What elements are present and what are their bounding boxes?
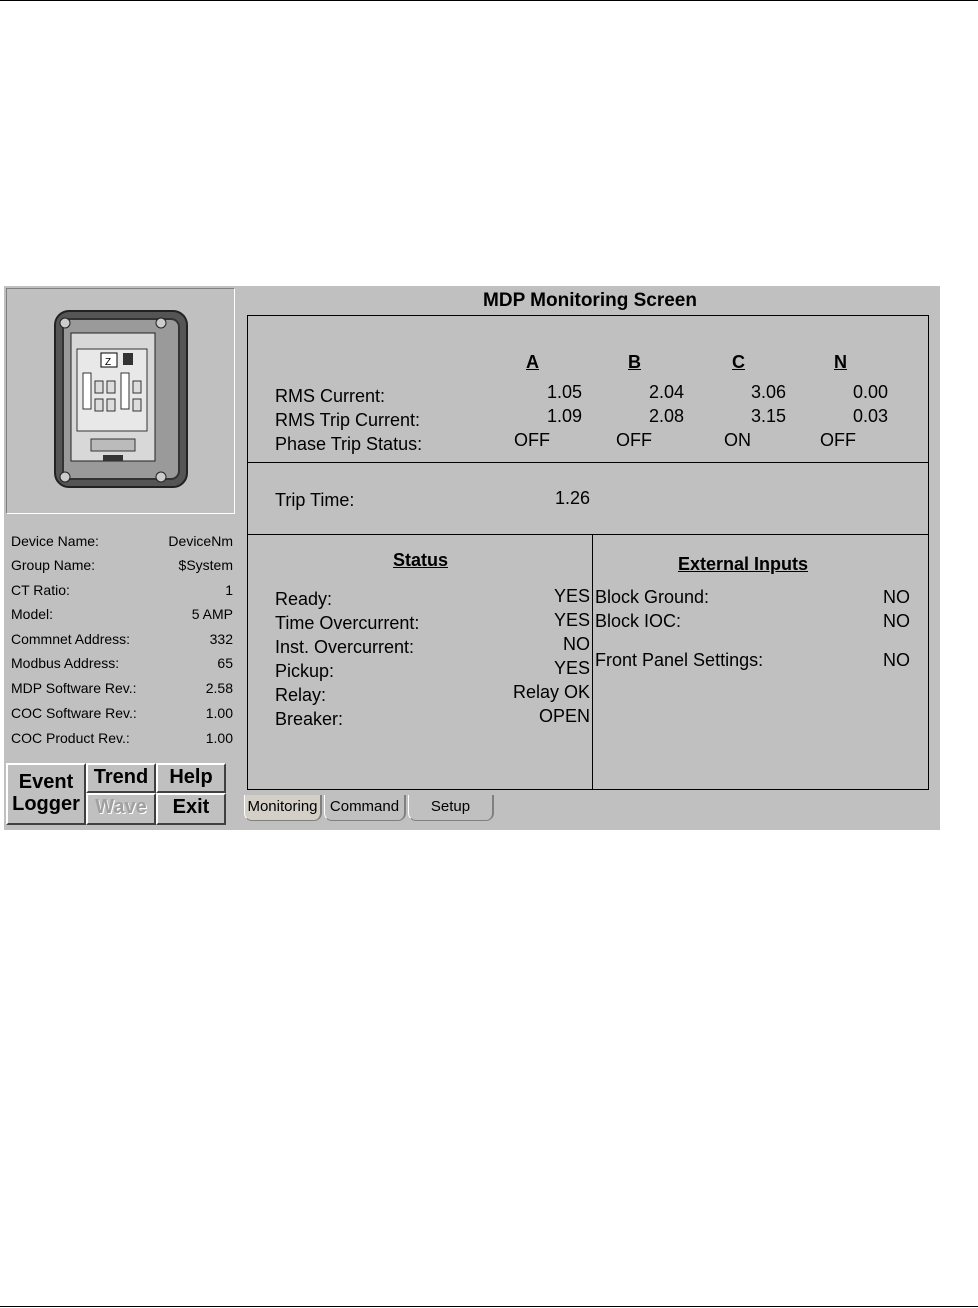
status-label: Time Overcurrent: [275,613,420,633]
page-title: MDP Monitoring Screen [483,290,697,311]
external-input-value: NO [883,611,910,631]
info-row [11,530,233,554]
wave-button[interactable]: Wave [86,793,156,825]
tab-setup[interactable]: Setup [408,795,494,821]
phase-trip-status-c: ON [724,430,751,450]
info-label: Device Name: [11,533,99,549]
external-input-label: Front Panel Settings: [595,650,764,670]
info-row [11,727,233,751]
phase-trip-status-n: OFF [820,430,856,450]
phase-header-n: N [834,352,847,372]
rms-trip-current-label: RMS Trip Current: [275,410,421,430]
phase-trip-status-label: Phase Trip Status: [275,434,423,454]
external-input-value: NO [883,587,910,607]
info-label: Commnet Address: [11,631,131,647]
phase-header-b: B [628,352,641,372]
trip-time-value: 1.26 [554,488,590,508]
info-value: 1.00 [205,730,233,746]
info-label: Modbus Address: [11,655,120,671]
info-value: 1.00 [205,705,233,721]
rms-trip-current-n: 0.03 [852,406,888,426]
phase-trip-status-b: OFF [616,430,652,450]
status-value: Relay OK [512,682,590,702]
info-value: 65 [217,655,233,671]
mdp-window [4,286,940,830]
info-value: 1 [225,582,233,598]
rms-current-label: RMS Current: [275,386,386,406]
info-row [11,702,233,726]
device-panel-label: Z [105,357,112,368]
info-row [11,603,233,627]
external-input-label: Block IOC: [595,611,682,631]
info-label: MDP Software Rev.: [11,680,137,696]
event-logger-line1: Event [18,771,74,793]
status-label: Breaker: [275,709,344,729]
tab-monitoring[interactable]: Monitoring [244,795,322,821]
phase-header-c: C [732,352,745,372]
rms-current-n: 0.00 [852,382,888,402]
phase-trip-status-a: OFF [514,430,550,450]
status-value: YES [553,658,590,678]
rms-trip-current-a: 1.09 [546,406,582,426]
status-value: NO [563,634,590,654]
top-rule [0,0,978,1]
divider [592,534,593,789]
status-heading: Status [393,550,449,570]
device-image-panel [6,288,235,514]
rms-trip-current-c: 3.15 [750,406,786,426]
info-label: CT Ratio: [11,582,70,598]
info-label: Group Name: [11,557,96,573]
exit-button[interactable]: Exit [156,793,226,825]
info-row [11,554,233,578]
trip-time-label: Trip Time: [275,490,355,510]
status-label: Relay: [275,685,327,705]
bottom-rule [0,1306,978,1307]
status-value: YES [553,586,590,606]
status-label: Pickup: [275,661,335,681]
rms-current-c: 3.06 [750,382,786,402]
status-label: Ready: [275,589,333,609]
info-label: Model: [11,606,54,622]
info-label: COC Product Rev.: [11,730,130,746]
event-logger-line2: Logger [12,793,80,815]
rms-current-a: 1.05 [546,382,582,402]
info-value: 332 [209,631,233,647]
help-button[interactable]: Help [156,763,226,793]
info-value: $System [178,557,233,573]
status-value: YES [553,610,590,630]
info-row [11,628,233,652]
status-value: OPEN [538,706,590,726]
divider [248,534,928,535]
tab-command[interactable]: Command [324,795,406,821]
monitoring-panel [247,315,929,790]
divider [248,462,928,463]
device-info-panel [6,528,235,756]
relay-device-icon [7,289,234,513]
event-logger-button[interactable] [6,763,86,825]
info-row [11,652,233,676]
phase-header-a: A [526,352,539,372]
info-label: COC Software Rev.: [11,705,137,721]
status-label: Inst. Overcurrent: [275,637,415,657]
external-input-label: Block Ground: [595,587,710,607]
external-inputs-heading: External Inputs [678,554,809,574]
trend-button[interactable]: Trend [86,763,156,793]
info-row [11,677,233,701]
external-input-value: NO [883,650,910,670]
info-row [11,579,233,603]
info-value: DeviceNm [168,533,233,549]
rms-current-b: 2.04 [648,382,684,402]
info-value: 5 AMP [191,606,233,622]
rms-trip-current-b: 2.08 [648,406,684,426]
info-value: 2.58 [205,680,233,696]
